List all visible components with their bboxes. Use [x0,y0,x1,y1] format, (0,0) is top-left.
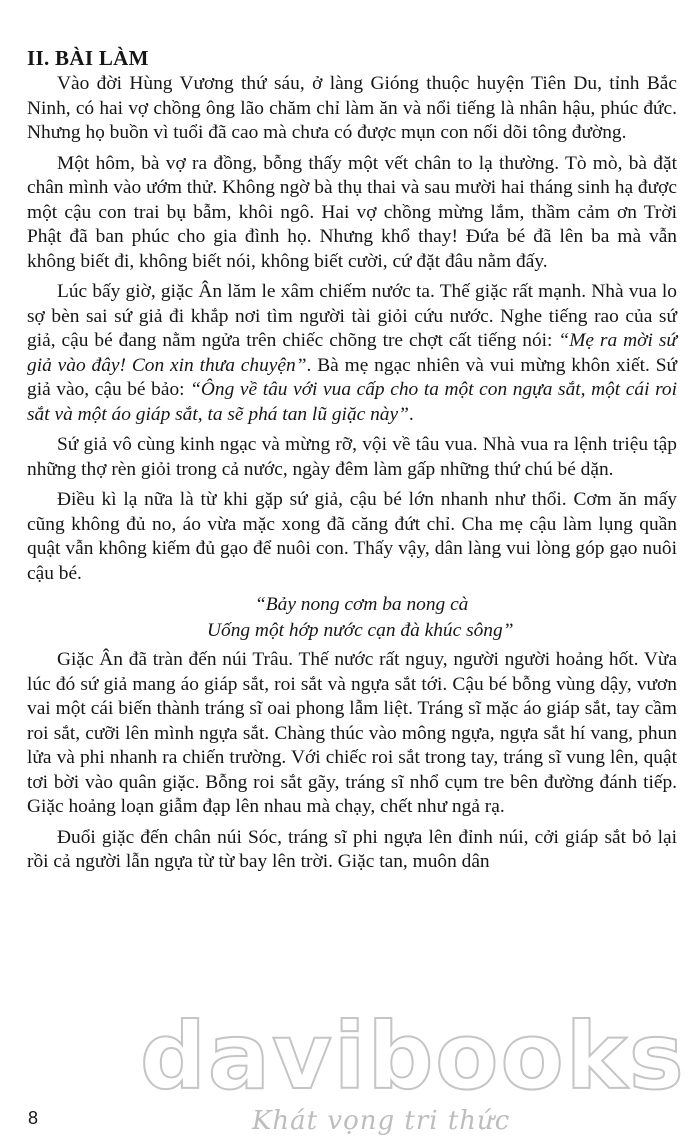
section-heading: II. BÀI LÀM [27,46,149,70]
paragraph-3 [27,280,677,427]
paragraph-3-text-c: . [408,403,414,425]
poem-line-1: “Bảy nong cơm ba nong cà [255,594,469,615]
paragraph-1: Vào đời Hùng Vương thứ sáu, ở làng Gióng thuộc huyện Tiên Du, tỉnh Bắc Ninh, có hai vợ chồng ông lão chăm chỉ làm ăn và nổi tiếng là nhân hậu, phúc đức. Nhưng họ buồn vì tuổi đã cao mà chưa có được mụn con nối dõi tông đường. [27,73,677,143]
body-text [27,72,677,881]
paragraph-3-text-a: Lúc bấy giờ, giặc Ân lăm le xâm chiếm nước ta. Thế giặc rất mạnh. Nhà vua lo sợ bèn sai sứ giả đi khắp nơi tìm người tài giỏi cứu nước. Nghe tiếng rao của sứ giả, cậu bé đang nằm ngửa trên chiếc chõng tre chợt cất tiếng nói: [27,281,677,351]
poem-line-2: Uống một hớp nước cạn đà khúc sông” [207,620,514,641]
page-number: 8 [28,1108,39,1128]
paragraph-2: Một hôm, bà vợ ra đồng, bỗng thấy một vết chân to lạ thường. Tò mò, bà đặt chân mình vào ướm thử. Không ngờ bà thụ thai và sau mười hai tháng sinh hạ được một cậu con trai bụ bẫm, khôi ngô. Hai vợ chồng mừng lắm, thầm cảm ơn Trời Phật đã ban phúc cho gia đình họ. Nhưng khổ thay! Đứa bé đã lên ba mà vẫn không biết đi, không biết nói, không biết cười, cứ đặt đâu nằm đấy. [27,152,677,272]
paragraph-6: Giặc Ân đã tràn đến núi Trâu. Thế nước rất nguy, người người hoảng hốt. Vừa lúc đó sứ giả mang áo giáp sắt, roi sắt và ngựa sắt tới. Cậu bé bỗng vùng dậy, vươn vai một cái biến thành tráng sĩ oai phong lẫm liệt. Tráng sĩ mặc áo giáp sắt, tay cầm roi sắt, cưỡi lên mình ngựa sắt. Chàng thúc vào mông ngựa, ngựa sắt hí vang, phun lửa và phi nhanh ra chiến trường. Với chiếc roi sắt trong tay, tráng sĩ vung lên, quật tơi bời vào quân giặc. Bỗng roi sắt gãy, tráng sĩ nhổ cụm tre bên đường đánh tiếp. Giặc hoảng loạn giẫm đạp lên nhau mà chạy, chết như ngả rạ. [27,649,677,817]
paragraph-3-quote-2: “Ông về tâu với vua cấp cho ta một con ngựa sắt, một cái roi sắt và một áo giáp sắt, ta sẽ phá tan lũ giặc này” [27,379,677,425]
paragraph-4: Sứ giả vô cùng kinh ngạc và mừng rỡ, vội về tâu vua. Nhà vua ra lệnh triệu tập những thợ rèn giỏi trong cả nước, ngày đêm làm gấp những thứ chú bé dặn. [27,434,677,480]
poem [27,592,677,644]
paragraph-5: Điều kì lạ nữa là từ khi gặp sứ giả, cậu bé lớn nhanh như thổi. Cơm ăn mấy cũng không đủ no, áo vừa mặc xong đã căng đứt chỉ. Cha mẹ cậu làm lụng quần quật vẫn không kiếm đủ gạo để nuôi con. Thấy vậy, dân làng vui lòng góp gạo nuôi cậu bé. [27,489,677,584]
watermark-tagline: Khát vọng tri thức [252,1106,511,1136]
paragraph-3-text-b: . Bà mẹ ngạc nhiên và vui mừng khôn xiết. Sứ giả vào, cậu bé bảo: [27,354,677,400]
watermark-logo: davibooks [140,1003,686,1110]
paragraph-7: Đuổi giặc đến chân núi Sóc, tráng sĩ phi ngựa lên đỉnh núi, cởi giáp sắt bỏ lại rồi cả người lẫn ngựa từ từ bay lên trời. Giặc tan, muôn dân [27,826,677,872]
paragraph-3-quote-1: “Mẹ ra mời sứ giả vào đây! Con xin thưa chuyện” [27,330,677,376]
